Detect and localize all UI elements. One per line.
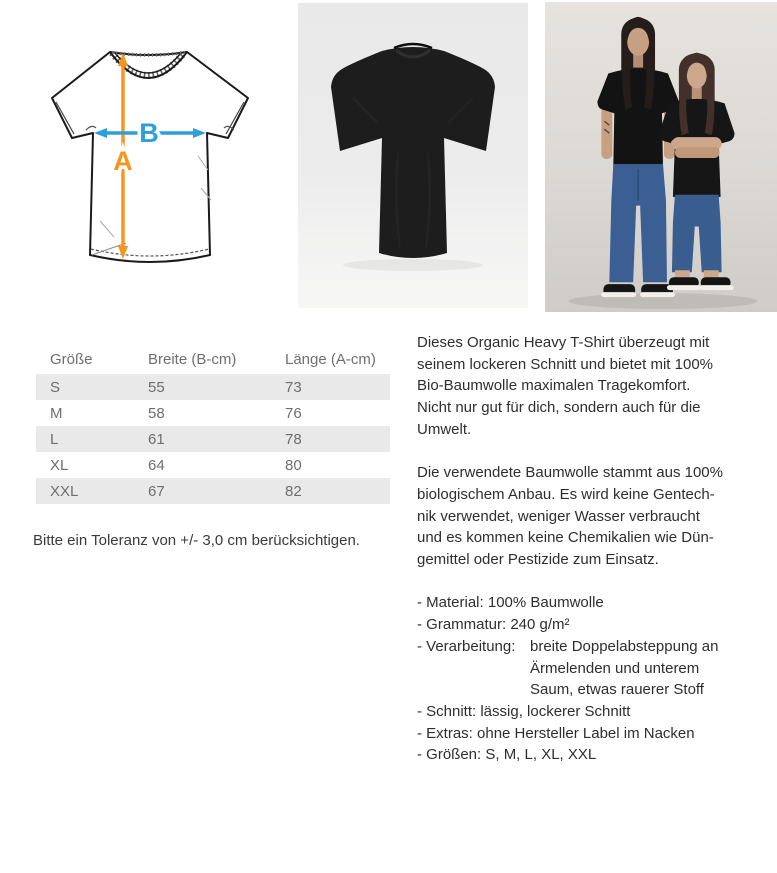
size-table bbox=[36, 344, 390, 504]
detail-item: - Extras: ohne Hersteller Label im Nacken bbox=[417, 724, 695, 742]
table-row bbox=[36, 426, 390, 452]
col-header-length: Länge (A-cm) bbox=[285, 350, 376, 368]
text-line: Die verwendete Baumwolle stammt aus 100% bbox=[417, 464, 723, 482]
cell-size: M bbox=[50, 404, 63, 422]
black-tshirt-graphic bbox=[298, 3, 528, 308]
cell-length: 73 bbox=[285, 378, 302, 396]
text-line: nik verwendet, weniger Wasser verbraucht bbox=[417, 507, 700, 525]
cell-width: 67 bbox=[148, 482, 165, 500]
cell-size: S bbox=[50, 378, 61, 396]
product-details-list bbox=[417, 592, 755, 766]
cell-size: L bbox=[50, 430, 59, 448]
models-photo-image bbox=[545, 2, 777, 312]
size-diagram-image bbox=[28, 36, 260, 271]
size-diagram-drawing bbox=[28, 36, 260, 271]
text-line: biologischem Anbau. Es wird keine Gentech- bbox=[417, 485, 715, 503]
cell-size: XL bbox=[50, 456, 69, 474]
male-model bbox=[597, 17, 678, 297]
tshirt-shadow bbox=[343, 259, 483, 271]
product-description bbox=[417, 332, 755, 766]
description-paragraph bbox=[417, 332, 755, 441]
cell-length: 80 bbox=[285, 456, 302, 474]
text-line: Bio-Baumwolle maximalen Tragekomfort. bbox=[417, 377, 691, 395]
table-row bbox=[36, 400, 390, 426]
tshirt-silhouette bbox=[331, 47, 495, 258]
cell-length: 78 bbox=[285, 430, 302, 448]
cell-length: 76 bbox=[285, 404, 302, 422]
cell-width: 55 bbox=[148, 378, 165, 396]
detail-item: - Größen: S, M, L, XL, XXL bbox=[417, 746, 597, 764]
table-row bbox=[36, 452, 390, 478]
measurement-a-label: A bbox=[113, 146, 133, 176]
text-line: Saum, etwas rauerer Stoff bbox=[530, 681, 704, 699]
text-line: Ärmelenden und unterem bbox=[530, 659, 700, 677]
cell-width: 61 bbox=[148, 430, 165, 448]
detail-item: - Grammatur: 240 g/m² bbox=[417, 616, 570, 634]
description-paragraph bbox=[417, 462, 755, 571]
cell-width: 64 bbox=[148, 456, 165, 474]
detail-item-verarbeitung bbox=[417, 636, 755, 701]
detail-label: - Verarbeitung: bbox=[417, 637, 516, 655]
cell-width: 58 bbox=[148, 404, 165, 422]
text-line: seinem lockeren Schnitt und bietet mit 100% bbox=[417, 355, 713, 373]
text-line: Dieses Organic Heavy T-Shirt überzeugt mit bbox=[417, 334, 710, 351]
text-line: Umwelt. bbox=[417, 420, 472, 438]
text-line: breite Doppelabsteppung an bbox=[530, 637, 719, 655]
text-line: Nicht nur gut für dich, sondern auch für die bbox=[417, 399, 701, 417]
text-line: und es kommen keine Chemikalien wie Dün- bbox=[417, 529, 714, 547]
models-graphic bbox=[545, 2, 777, 312]
size-table-header-row bbox=[36, 344, 390, 374]
detail-value bbox=[530, 636, 755, 701]
col-header-size: Größe bbox=[50, 350, 93, 368]
tolerance-note: Bitte ein Toleranz von +/- 3,0 cm berücksichtigen. bbox=[33, 532, 360, 549]
measurement-b-label: B bbox=[139, 118, 159, 148]
tshirt-outline bbox=[52, 52, 248, 262]
product-photo-image bbox=[298, 3, 528, 308]
table-row bbox=[36, 374, 390, 400]
table-row bbox=[36, 478, 390, 504]
detail-item: - Material: 100% Baumwolle bbox=[417, 594, 604, 612]
cell-size: XXL bbox=[50, 482, 79, 500]
cell-length: 82 bbox=[285, 482, 302, 500]
col-header-width: Breite (B-cm) bbox=[148, 350, 237, 368]
text-line: gemittel oder Pestizide zum Einsatz. bbox=[417, 551, 659, 569]
detail-item: - Schnitt: lässig, lockerer Schnitt bbox=[417, 702, 631, 720]
